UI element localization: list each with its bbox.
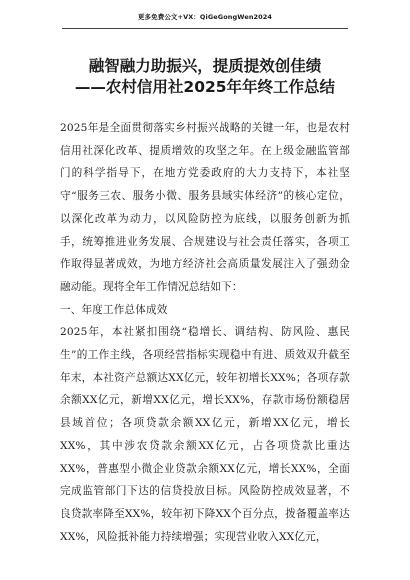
document-title-line-1: 融智融力助振兴，提质提效创佳绩 <box>88 57 322 75</box>
paragraph-intro: 2025年是全面贯彻落实乡村振兴战略的关键一年，也是农村信用社深化改革、提质增效的攻坚之年。在上级金融监管部门的科学指导下，在地方党委政府的大力支持下，本社坚守“服务三农、服务小微、服务县域实体经济”的核心定位，以深化改革为动力，以风险防控为底线，以服务创新为抓手，统筹推进业务发展、合规建设与社会责任落实，各项工作取得显著成效，为地方经济社会高质量发展注入了强劲金融动能。现将全年工作情况总结如下： <box>60 122 350 293</box>
header-divider <box>62 28 348 29</box>
paragraph-overview: 2025年，本社紧扣围绕“稳增长、调结构、防风险、惠民生”的工作主线，各项经营指标实现稳中有进、质效双升截至年末，本社资产总额达XX亿元，较年初增长XX%；各项存款余额XX亿元，新增XX亿元，增长XX%，存款市场份额稳居县域首位；各项贷款余额XX亿元，新增XX亿元，增长XX%，其中涉农贷款余额XX亿元，占各项贷款比重达XX%，普惠型小微企业贷款余额XX亿元，增长XX%，全面完成监管部门下达的信贷投放目标。风险防控成效显著，不良贷款率降至XX%，较年初下降XX个百分点，拨备覆盖率达XX%，风险抵补能力持续增强；实现营业收入XX亿元， <box>60 326 350 543</box>
section-heading: 一、年度工作总体成效 <box>60 303 168 316</box>
document-body <box>60 117 350 548</box>
header-note: 更多免费公文+VX：QiGeGongWen2024 <box>137 13 273 21</box>
document-title-line-2: ——农村信用社2025年年终工作总结 <box>74 78 336 96</box>
